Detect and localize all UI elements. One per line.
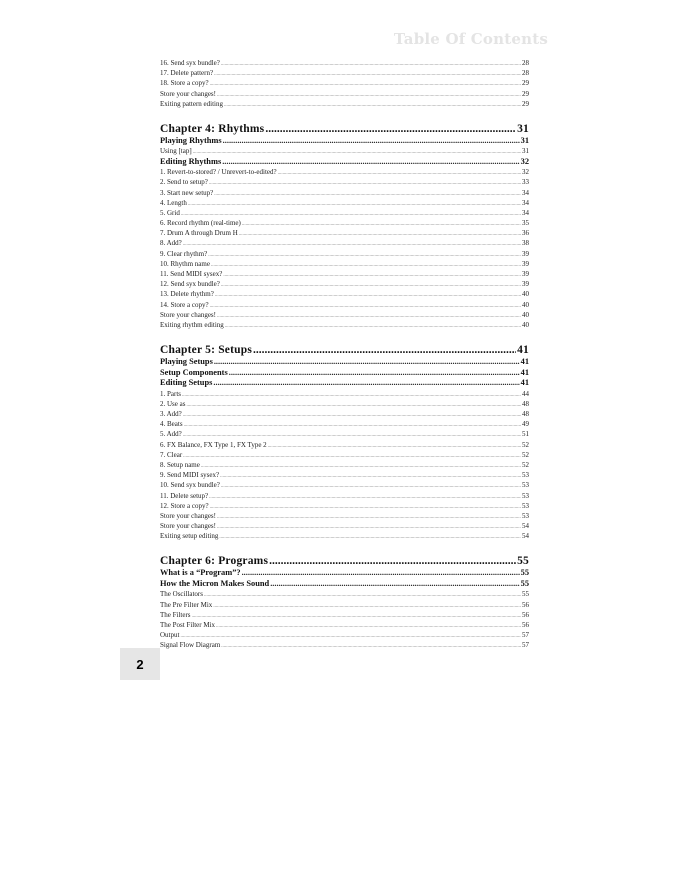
toc-section[interactable]	[160, 136, 529, 147]
toc-label: 6. FX Balance, FX Type 1, FX Type 2	[160, 440, 267, 449]
toc-page-number: 28	[522, 69, 529, 78]
toc-label: 7. Clear	[160, 450, 183, 459]
toc-label: Store your changes!	[160, 511, 216, 520]
toc-page-number: 53	[522, 471, 529, 480]
toc-page-number: 56	[522, 600, 529, 609]
toc-entry[interactable]	[160, 259, 529, 269]
toc-label: 9. Send MIDI sysex?	[160, 471, 220, 480]
toc-entry[interactable]	[160, 429, 529, 439]
toc-section[interactable]	[160, 357, 529, 368]
toc-entry[interactable]	[160, 68, 529, 78]
toc-label: Store your changes!	[160, 522, 216, 531]
toc-page-number: 40	[522, 310, 529, 319]
toc-label: Chapter 4: Rhythms	[160, 122, 265, 135]
toc-entry[interactable]	[160, 99, 529, 109]
toc-page-number: 28	[522, 59, 529, 67]
dot-leader	[193, 148, 521, 153]
dot-leader	[214, 357, 520, 365]
toc-label: Playing Rhythms	[160, 135, 222, 145]
toc-page-number: 55	[522, 590, 529, 599]
dot-leader	[215, 291, 521, 296]
toc-section[interactable]	[160, 378, 529, 389]
toc-entry[interactable]	[160, 491, 529, 501]
toc-entry[interactable]	[160, 409, 529, 419]
toc-label: 2. Use as	[160, 399, 186, 408]
toc-page-number: 39	[522, 259, 529, 268]
dot-leader	[221, 281, 521, 286]
dot-leader	[213, 378, 519, 386]
toc-label: 8. Setup name	[160, 460, 200, 469]
toc-entry[interactable]	[160, 310, 529, 320]
dot-leader	[210, 80, 521, 85]
toc-page-number: 55	[517, 555, 529, 568]
toc-page-number: 53	[522, 501, 529, 510]
dot-leader	[224, 101, 521, 106]
toc-page-number: 56	[522, 621, 529, 629]
toc-page-number: 38	[522, 239, 529, 248]
toc-page-number: 44	[522, 389, 529, 398]
toc-label: 3. Start new setup?	[160, 188, 214, 197]
dot-leader	[184, 421, 521, 426]
dot-leader	[181, 210, 521, 215]
dot-leader	[219, 533, 521, 538]
toc-label: 11. Send MIDI sysex?	[160, 270, 223, 278]
dot-leader	[242, 568, 520, 576]
toc-entry[interactable]	[160, 269, 529, 279]
dot-leader	[217, 513, 521, 518]
toc-label: 12. Send syx bundle?	[160, 280, 220, 289]
toc-label: 3. Add?	[160, 410, 182, 418]
toc-chapter[interactable]	[160, 122, 529, 136]
toc-page-number: 53	[522, 511, 529, 520]
dot-leader	[180, 632, 521, 637]
toc-entry[interactable]	[160, 511, 529, 521]
dot-leader	[239, 230, 521, 235]
dot-leader	[209, 179, 521, 184]
toc-label: Exiting pattern editing	[160, 99, 223, 108]
dot-leader	[211, 261, 521, 266]
toc-entry[interactable]	[160, 58, 529, 68]
dot-leader	[182, 391, 521, 396]
toc-entry[interactable]	[160, 279, 529, 289]
toc-label: 4. Beats	[160, 420, 183, 429]
dot-leader	[229, 368, 520, 376]
toc-label: Using [tap]	[160, 147, 192, 156]
toc-label: 10. Rhythm name	[160, 259, 210, 268]
dot-leader	[210, 503, 521, 508]
dot-leader	[220, 472, 521, 477]
dot-leader	[188, 200, 521, 205]
toc-page-number: 57	[522, 631, 529, 640]
dot-leader	[210, 302, 521, 307]
toc-page-number: 29	[522, 89, 529, 98]
toc-label: The Filters	[160, 610, 191, 619]
toc-page-number: 55	[520, 578, 529, 588]
toc-label: Output	[160, 631, 180, 640]
toc-entry[interactable]	[160, 177, 529, 187]
dot-leader	[201, 462, 521, 467]
toc-page-number: 39	[522, 249, 529, 258]
toc-entry[interactable]	[160, 620, 529, 630]
dot-leader	[183, 240, 521, 245]
table-of-contents	[160, 58, 529, 651]
toc-entry[interactable]	[160, 470, 529, 480]
dot-leader	[192, 612, 521, 617]
toc-page-number: 39	[522, 270, 529, 278]
toc-page-number: 39	[522, 280, 529, 289]
toc-page-number: 32	[522, 168, 529, 177]
dot-leader	[213, 602, 521, 607]
toc-label: 10. Send syx bundle?	[160, 481, 220, 490]
dot-leader	[223, 136, 520, 144]
toc-page-number: 31	[522, 147, 529, 156]
toc-page-number: 53	[522, 491, 529, 500]
toc-entry[interactable]	[160, 89, 529, 99]
toc-entry[interactable]	[160, 167, 529, 177]
dot-leader	[217, 312, 521, 317]
toc-entry[interactable]	[160, 610, 529, 620]
toc-page-number: 52	[522, 450, 529, 459]
dot-leader	[183, 431, 521, 436]
dot-leader	[268, 442, 521, 447]
toc-entry[interactable]	[160, 440, 529, 450]
dot-leader	[217, 91, 521, 96]
toc-entry[interactable]	[160, 501, 529, 511]
toc-page-number: 51	[522, 430, 529, 439]
dot-leader	[221, 60, 521, 65]
toc-entry[interactable]	[160, 460, 529, 470]
toc-label: 18. Store a copy?	[160, 79, 209, 88]
toc-page-number: 34	[522, 198, 529, 207]
dot-leader	[253, 343, 516, 355]
toc-label: 1. Parts	[160, 389, 181, 398]
toc-page-number: 56	[522, 610, 529, 619]
toc-label: Exiting rhythm editing	[160, 320, 224, 329]
toc-entry[interactable]	[160, 419, 529, 429]
toc-label: Chapter 6: Programs	[160, 555, 269, 568]
toc-entry[interactable]	[160, 249, 529, 259]
toc-page-number: 41	[520, 378, 529, 388]
dot-leader	[216, 622, 521, 627]
toc-entry[interactable]	[160, 218, 529, 228]
toc-chapter[interactable]	[160, 554, 529, 568]
toc-entry[interactable]	[160, 399, 529, 409]
toc-label: 4. Length	[160, 198, 187, 207]
toc-label: 5. Grid	[160, 208, 180, 217]
dot-leader	[225, 322, 521, 327]
toc-label: Editing Setups	[160, 378, 213, 388]
toc-label: 2. Send to setup?	[160, 178, 208, 187]
toc-label: The Pre Filter Mix	[160, 600, 213, 609]
toc-page-number: 41	[517, 344, 529, 357]
toc-entry[interactable]	[160, 198, 529, 208]
toc-entry[interactable]	[160, 146, 529, 156]
toc-page-number: 31	[517, 122, 529, 135]
toc-label: 11. Delete setup?	[160, 491, 209, 500]
toc-entry[interactable]	[160, 531, 529, 541]
toc-page-number: 34	[522, 208, 529, 217]
toc-page-number: 36	[522, 229, 529, 238]
toc-page-number: 31	[520, 135, 529, 145]
toc-label: Playing Setups	[160, 357, 213, 367]
toc-page-number: 41	[520, 357, 529, 367]
toc-label: Store your changes!	[160, 89, 216, 98]
toc-section[interactable]	[160, 579, 529, 590]
dot-leader	[221, 482, 521, 487]
toc-page-number: 41	[520, 367, 529, 377]
dot-leader	[278, 169, 521, 174]
dot-leader	[214, 70, 521, 75]
toc-page-number: 53	[522, 481, 529, 490]
toc-page-number: 48	[522, 399, 529, 408]
toc-entry[interactable]	[160, 450, 529, 460]
dot-leader	[183, 411, 521, 416]
toc-page-number: 57	[522, 641, 529, 650]
toc-page-number: 32	[520, 156, 529, 166]
toc-page-number: 34	[522, 188, 529, 197]
dot-leader	[222, 157, 519, 165]
toc-section[interactable]	[160, 157, 529, 168]
toc-entry[interactable]	[160, 589, 529, 599]
dot-leader	[270, 579, 519, 587]
dot-leader	[242, 220, 521, 225]
toc-label: 14. Store a copy?	[160, 300, 209, 309]
toc-entry[interactable]	[160, 640, 529, 650]
toc-entry[interactable]	[160, 521, 529, 531]
toc-entry[interactable]	[160, 208, 529, 218]
toc-label: 17. Delete pattern?	[160, 69, 214, 78]
toc-entry[interactable]	[160, 289, 529, 299]
toc-label: Store your changes!	[160, 310, 216, 319]
toc-section[interactable]	[160, 568, 529, 579]
toc-entry[interactable]	[160, 238, 529, 248]
toc-label: Editing Rhythms	[160, 156, 222, 166]
dot-leader	[214, 190, 521, 195]
toc-label: Signal Flow Diagram	[160, 641, 221, 650]
toc-label: 6. Record rhythm (real-time)	[160, 219, 241, 228]
toc-label: 5. Add?	[160, 430, 182, 439]
toc-page-number: 40	[522, 290, 529, 299]
toc-label: 13. Delete rhythm?	[160, 290, 214, 299]
toc-page-number: 54	[522, 532, 529, 541]
toc-label: Chapter 5: Setups	[160, 344, 253, 357]
toc-page-number: 52	[522, 440, 529, 449]
toc-section[interactable]	[160, 368, 529, 379]
toc-page-number: 55	[520, 568, 529, 578]
toc-label: 16. Send syx bundle?	[160, 59, 220, 67]
toc-page-number: 54	[522, 522, 529, 531]
toc-page-number: 40	[522, 300, 529, 309]
toc-label: 9. Clear rhythm?	[160, 249, 208, 258]
toc-entry[interactable]	[160, 480, 529, 490]
dot-leader	[265, 122, 516, 134]
dot-leader	[217, 523, 521, 528]
toc-entry[interactable]	[160, 320, 529, 330]
page-number: 2	[120, 648, 160, 680]
toc-page-number: 49	[522, 420, 529, 429]
dot-leader	[223, 271, 521, 276]
toc-label: The Oscillators	[160, 590, 203, 599]
toc-label: Setup Components	[160, 367, 228, 377]
toc-chapter[interactable]	[160, 343, 529, 357]
dot-leader	[186, 401, 521, 406]
toc-label: 7. Drum A through Drum H	[160, 229, 238, 238]
toc-entry[interactable]	[160, 228, 529, 238]
toc-entry[interactable]	[160, 630, 529, 640]
dot-leader	[204, 591, 521, 596]
toc-entry[interactable]	[160, 600, 529, 610]
dot-leader	[269, 554, 516, 566]
toc-entry[interactable]	[160, 78, 529, 88]
toc-label: 1. Revert-to-stored? / Unrevert-to-edited?	[160, 168, 277, 177]
dot-leader	[221, 642, 521, 647]
toc-page-number: 52	[522, 460, 529, 469]
toc-page-number: 35	[522, 219, 529, 228]
toc-page-number: 48	[522, 410, 529, 418]
toc-page-number: 29	[522, 99, 529, 108]
dot-leader	[208, 251, 521, 256]
dot-leader	[209, 493, 521, 498]
toc-label: 12. Store a copy?	[160, 501, 209, 510]
toc-page-number: 33	[522, 178, 529, 187]
toc-page-number: 29	[522, 79, 529, 88]
dot-leader	[183, 452, 521, 457]
toc-label: What is a “Program”?	[160, 568, 241, 578]
toc-label: Exiting setup editing	[160, 532, 219, 541]
running-header-title: Table Of Contents	[393, 30, 548, 48]
toc-label: How the Micron Makes Sound	[160, 578, 270, 588]
toc-entry[interactable]	[160, 300, 529, 310]
toc-label: 8. Add?	[160, 239, 182, 248]
toc-label: The Post Filter Mix	[160, 621, 216, 629]
toc-entry[interactable]	[160, 389, 529, 399]
toc-entry[interactable]	[160, 188, 529, 198]
toc-page-number: 40	[522, 320, 529, 329]
